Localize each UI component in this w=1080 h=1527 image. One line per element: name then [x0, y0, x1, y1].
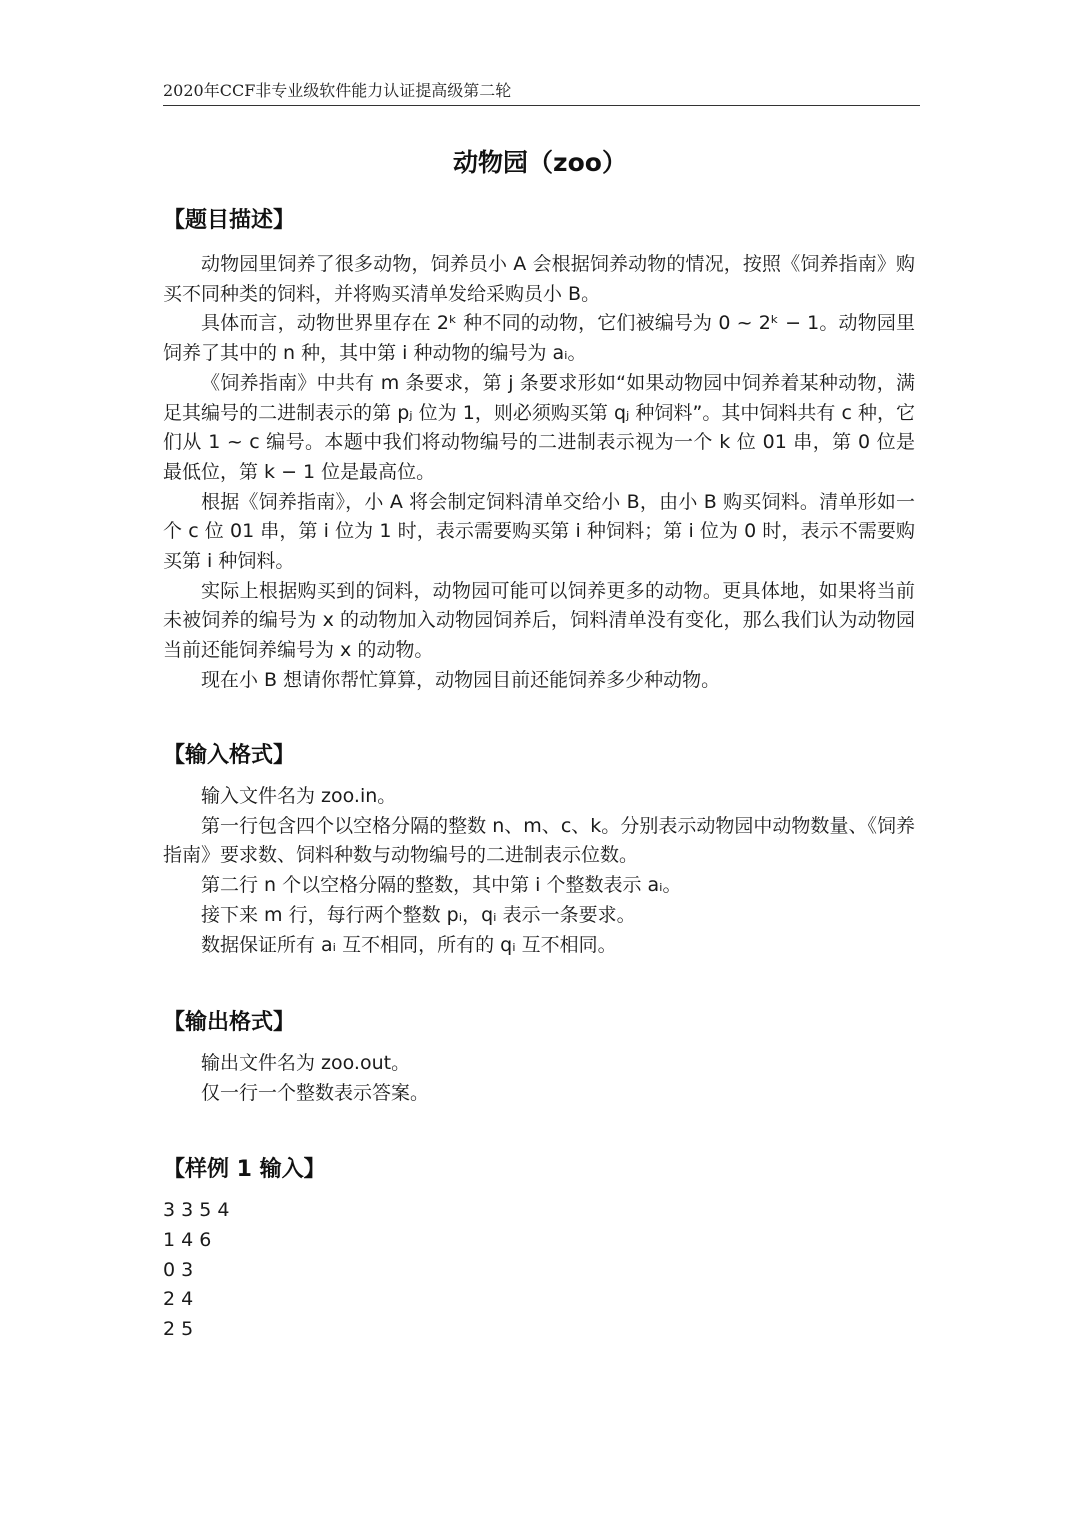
- sample-line: 3 3 5 4: [163, 1199, 230, 1221]
- input-format-line: 输入文件名为 zoo.in。: [201, 785, 397, 807]
- problem-title: 动物园（zoo）: [453, 148, 627, 177]
- header-text: 2020年CCF非专业级软件能力认证提高级第二轮: [163, 81, 512, 100]
- sample1-input-block: [163, 1196, 229, 1345]
- sample1-input-heading: 【样例 1 输入】: [163, 1157, 326, 1182]
- input-format-line: 第二行 n 个以空格分隔的整数，其中第 i 个整数表示 aᵢ。: [201, 874, 682, 897]
- description-paragraph: 根据《饲养指南》，小 A 将会制定饲料清单交给小 B，由小 B 购买饲料。清单形如一个 c 位 01 串，第 i 位为 1 时，表示需要购买第 i 种饲料；第 i 位为 0 时，表示不需要购买第 i 种饲料。: [163, 490, 915, 573]
- output-format-heading: 【输出格式】: [163, 1010, 296, 1035]
- input-format-body: [163, 782, 915, 960]
- sample-line: 1 4 6: [163, 1228, 212, 1251]
- sample-line: 2 4: [163, 1288, 194, 1311]
- sample-line: 0 3: [163, 1258, 194, 1281]
- description-paragraph: 现在小 B 想请你帮忙算算，动物园目前还能饲养多少种动物。: [201, 668, 721, 691]
- input-format-line: 接下来 m 行，每行两个整数 pᵢ，qᵢ 表示一条要求。: [201, 903, 636, 926]
- input-format-line: 数据保证所有 aᵢ 互不相同，所有的 qᵢ 互不相同。: [201, 933, 617, 956]
- description-paragraph: 实际上根据购买到的饲料，动物园可能可以饲养更多的动物。更具体地，如果将当前未被饲养的编号为 x 的动物加入动物园饲养后，饲料清单没有变化，那么我们认为动物园当前还能饲养编号为 x 的动物。: [163, 579, 915, 662]
- description-heading: 【题目描述】: [163, 208, 296, 233]
- page-header: [163, 78, 920, 106]
- output-format-body: [163, 1049, 915, 1108]
- sample-line: 2 5: [163, 1318, 194, 1341]
- description-body: [163, 250, 915, 696]
- output-format-line: 仅一行一个整数表示答案。: [201, 1081, 430, 1104]
- description-paragraph: 《饲养指南》中共有 m 条要求，第 j 条要求形如“如果动物园中饲养着某种动物，满足其编号的二进制表示的第 pⱼ 位为 1，则必须购买第 qⱼ 种饲料”。其中饲料共有 c 种，它们从 1 ~ c 编号。本题中我们将动物编号的二进制表示视为一个 k 位 01 串，第 0 位是最低位，第 k − 1 位是最高位。: [163, 371, 915, 483]
- description-paragraph: 具体而言，动物世界里存在 2ᵏ 种不同的动物，它们被编号为 0 ~ 2ᵏ − 1。动物园里饲养了其中的 n 种，其中第 i 种动物的编号为 aᵢ。: [163, 312, 915, 365]
- input-format-line: 第一行包含四个以空格分隔的整数 n、m、c、k。分别表示动物园中动物数量、《饲养指南》要求数、饲料种数与动物编号的二进制表示位数。: [163, 814, 915, 867]
- input-format-heading: 【输入格式】: [163, 743, 296, 768]
- output-format-line: 输出文件名为 zoo.out。: [201, 1052, 411, 1074]
- description-paragraph: 动物园里饲养了很多动物，饲养员小 A 会根据饲养动物的情况，按照《饲养指南》购买不同种类的饲料，并将购买清单发给采购员小 B。: [163, 253, 915, 305]
